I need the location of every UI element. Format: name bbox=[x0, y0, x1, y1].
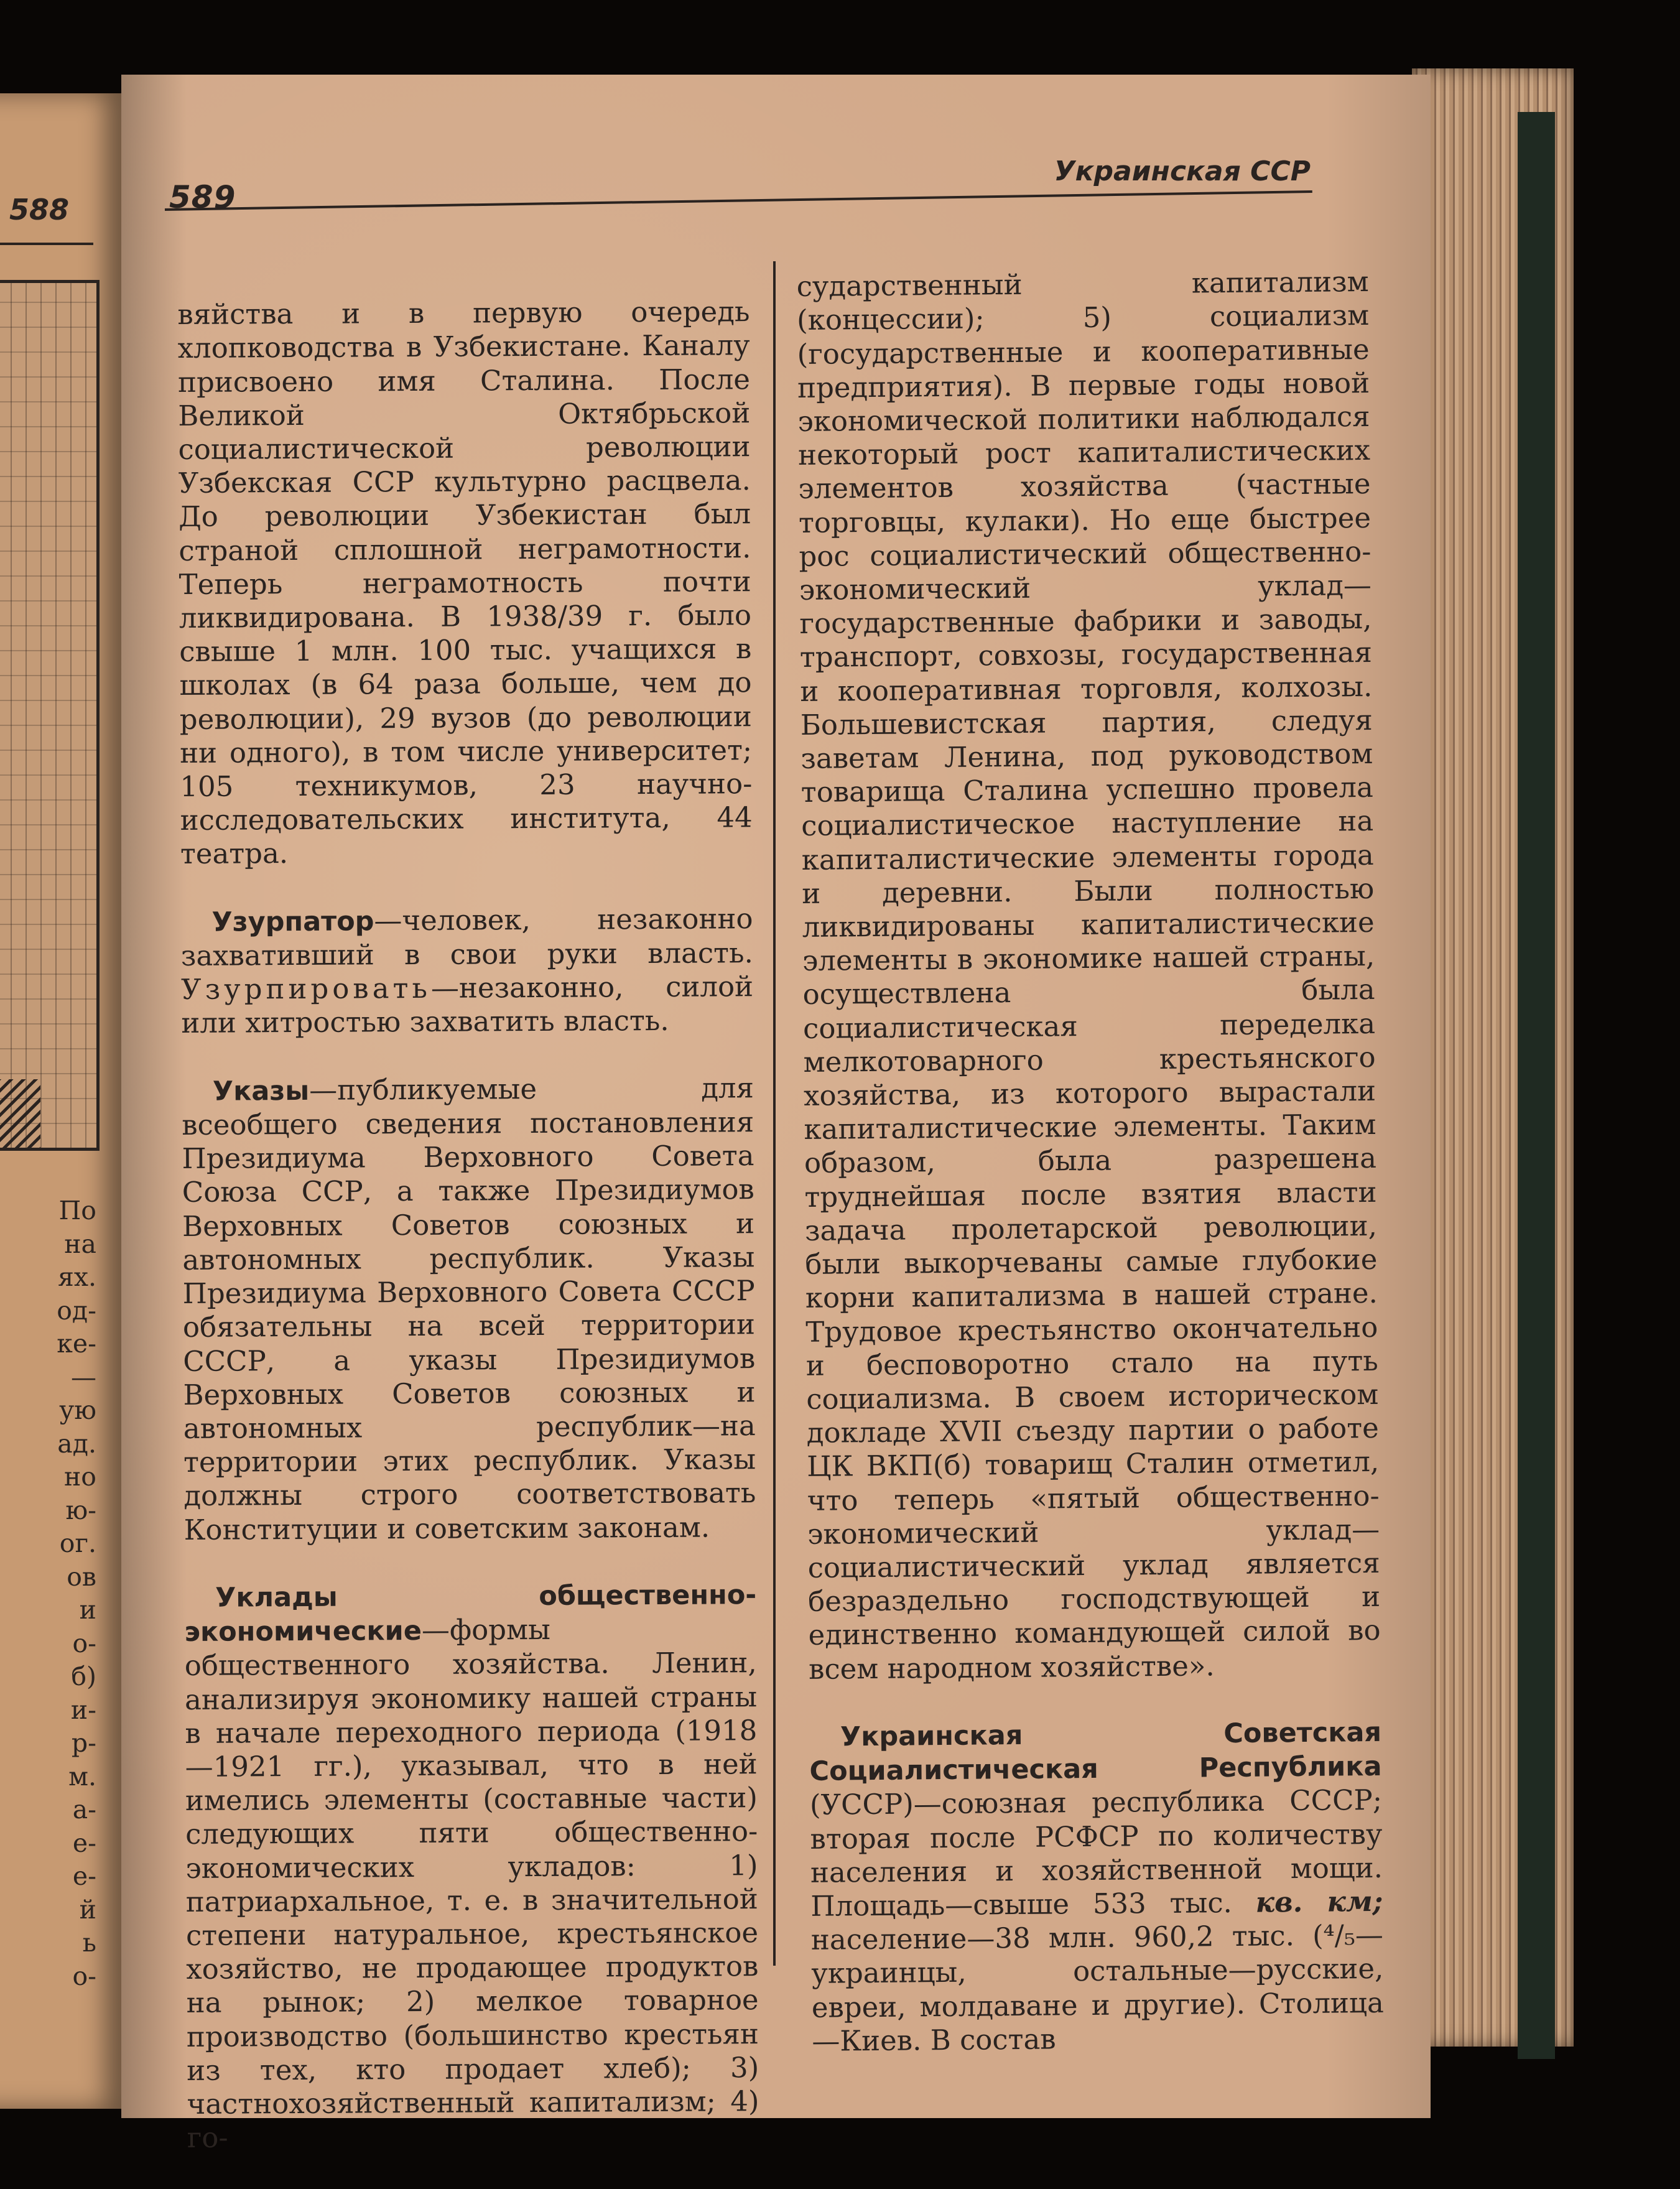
entry-term: Указы bbox=[212, 1075, 310, 1107]
text-fragment: ов bbox=[67, 1561, 96, 1592]
left-column bbox=[177, 261, 759, 2188]
right-column bbox=[796, 231, 1385, 2092]
text-fragment: и bbox=[79, 1595, 96, 1625]
previous-page-number: 588 bbox=[9, 193, 70, 226]
entry-term: Украинская Советская Социалистическая Республика bbox=[809, 1716, 1382, 1788]
text-fragment: о- bbox=[72, 1961, 96, 1991]
entry-text: —формы общественного хозяйства. Ленин, анализируя экономику нашей страны в начале переходного периода (1918—1921 гг.), указывал, что в ней имелись элементы (составные части) следующих пяти общественно-экономических укладов: 1) патриархальное, т. е. в значительной степени натуральное, крестьянское хозяйство, не продающее продуктов на рынок; 2) мелкое товарное производство (большинство крестьян из тех, кто продает хлеб); 3) частнохозяйственный капитализм; 4) го- bbox=[184, 1613, 759, 2155]
running-head: Украинская ССР bbox=[1054, 156, 1311, 187]
entry-usurper bbox=[180, 902, 753, 1041]
entry-term: Уклады общественно-экономические bbox=[184, 1579, 757, 1648]
entry-text: население—38 млн. 960,2 тыс. (⁴/₅—украинцы, остальные—русские, евреи, молдаване и другие). Столица—Киев. В состав bbox=[810, 1918, 1385, 2058]
text-fragment: ю- bbox=[65, 1495, 96, 1525]
text-fragment: о- bbox=[72, 1628, 96, 1658]
text-fragment: е- bbox=[72, 1828, 96, 1858]
column-divider bbox=[773, 261, 776, 1966]
text-fragment: а- bbox=[72, 1795, 96, 1824]
text-fragment: и- bbox=[70, 1694, 96, 1725]
text-fragment: ад. bbox=[57, 1428, 96, 1459]
map-illustration bbox=[0, 280, 100, 1151]
entry-term-spaced: Узурпировать bbox=[180, 972, 432, 1006]
text-fragment: на bbox=[64, 1229, 96, 1259]
page bbox=[121, 75, 1431, 2155]
text-fragment: м. bbox=[68, 1761, 96, 1792]
area-unit: кв. км; bbox=[1255, 1884, 1383, 1919]
previous-page bbox=[0, 93, 121, 2109]
entry-term: Узурпатор bbox=[211, 906, 374, 938]
text-fragment: р- bbox=[71, 1728, 96, 1758]
entry-decrees bbox=[182, 1071, 756, 1547]
paragraph-uzbek-ssr-continued: вяйства и в первую очередь хлопководства в Узбекистане. Каналу присвоено имя Сталина. После Великой Октябрьской социалистической революции Узбекская ССР культурно расцвела. До революции Узбекистан был страной сплошной неграмотности. Теперь неграмотность почти ликвидирована. В 1938/39 г. было свыше 1 млн. 100 тыс. учащихся в школах (в 64 раза больше, чем до революции), 29 вузов (до революции ни одного), в том числе университет; 105 техникумов, 23 научно-исследовательских института, 44 театра. bbox=[177, 295, 753, 871]
header-rule bbox=[165, 190, 1312, 211]
previous-page-rule bbox=[0, 243, 93, 245]
entry-text: (УССР)—союзная республика СССР; вторая после РСФСР по количеству населения и хозяйственной мощи. Площадь—свыше 533 тыс. bbox=[809, 1783, 1383, 1923]
entry-text: —публикуемые для всеобщего сведения постановления Президиума Верховного Совета Союза ССР, а также Президиумов Верховных Советов союзных и автономных республик. Указы Президиума Верховного Совета СССР обязательны на всей территории СССР, а указы Президиумов Верховных Советов союзных и автономных республик—на территории этих республик. Указы должны строго соответствовать Конституции и советским законам. bbox=[182, 1071, 756, 1546]
text-fragment: ке- bbox=[57, 1329, 96, 1359]
text-fragment: е- bbox=[72, 1861, 96, 1891]
text-fragment: й bbox=[79, 1894, 96, 1925]
entry-socioeconomic-structures bbox=[184, 1578, 759, 2155]
text-fragment: По bbox=[58, 1196, 96, 1225]
paragraph-structures-continued: сударственный капитализм (концессии); 5) социализм (государственные и кооперативные предприятия). В первые годы новой экономической политики наблюдался некоторый рост капиталистических элементов хозяйства (частные торговцы, кулаки). Но еще быстрее рос социалистический общественно-экономический уклад—государственные фабрики и заводы, транспорт, совхозы, государственная и кооперативная торговля, колхозы. Большевистская партия, следуя заветам Ленина, под руководством товарища Сталина успешно провела социалистическое наступление на капиталистические элементы города и деревни. Были полностью ликвидированы капиталистические элементы в экономике нашей страны, осуществлена была социалистическая переделка мелкотоварного крестьянского хозяйства, из которого вырастали капиталистические элементы. Таким образом, была разрешена труднейшая после взятия власти задача пролетарской революции, были выкорчеваны самые глубокие корни капитализма в нашей стране. Трудовое крестьянство окончательно и бесповоротно стало на путь социализма. В своем историческом докладе XVII съезду партии о работе ЦК ВКП(б) товарищ Сталин отметил, что теперь «пятый общественно-экономический уклад—социалистический уклад является безраздельно господствующей и единственно командующей силой во всем народном хозяйстве». bbox=[796, 265, 1381, 1686]
text-fragment: ь bbox=[82, 1928, 96, 1958]
text-fragment: — bbox=[71, 1362, 96, 1392]
page-number: 589 bbox=[169, 179, 236, 215]
text-fragment: од- bbox=[57, 1295, 96, 1326]
entry-ukrainian-ssr bbox=[809, 1715, 1385, 2058]
text-fragment: б) bbox=[71, 1662, 96, 1691]
previous-page-text-fragments bbox=[3, 1194, 96, 1993]
text-fragment: но bbox=[63, 1462, 96, 1492]
book-cover-edge bbox=[1518, 112, 1555, 2059]
text-fragment: ую bbox=[59, 1395, 96, 1425]
entry-text: —человек, незаконно захвативший в свои руки власть. bbox=[180, 902, 753, 973]
text-fragment: ог. bbox=[59, 1528, 96, 1558]
text-fragment: ях. bbox=[57, 1262, 96, 1292]
entry-text: —незаконно, силой или хитростью захватить власть. bbox=[181, 970, 754, 1040]
